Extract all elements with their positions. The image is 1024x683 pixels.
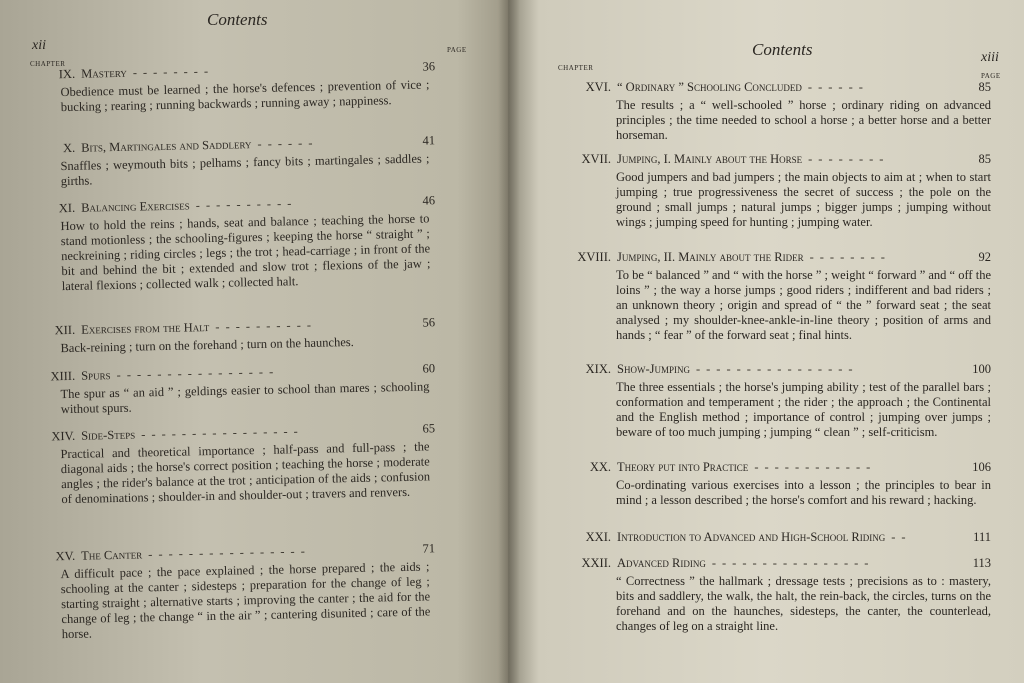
chapter-number: XVIII. xyxy=(577,250,611,264)
page-ref: 85 xyxy=(978,152,991,166)
toc-entry: XII. Exercises from the Halt ---------- 56 Back-reining ; turn on the forehand ; turn on the haunches. xyxy=(20,315,436,357)
toc-entry: XXI. Introduction to Advanced and High-School Riding -- 111 xyxy=(556,530,991,545)
chapter-title: Bits, Martingales and Saddlery xyxy=(80,137,252,155)
chapter-summary: The spur as “ an aid ” ; geldings easier to school than mares ; schooling without spurs. xyxy=(60,379,430,417)
chapter-number: XV. xyxy=(55,548,76,564)
toc-entry: XVI. “ Ordinary ” Schooling Concluded ------ 85 The results ; a “ well-schooled ” horse ; ordinary riding on advanced principles ; the time needed to school a horse ; a better horse and a better horseman. xyxy=(556,80,991,143)
toc-entry: XIX. Show-Jumping ---------------- 100 The three essentials ; the horse's jumping ability ; test of the parallel bars ; conformation and temperament ; the rider ; the approach ; the Continental and the English method ; importance of control ; jumping over jumps ; beware of too much jumping ; jumping “ clean ” ; self-criticism. xyxy=(556,362,991,440)
chapter-title: Advanced Riding xyxy=(617,556,706,570)
chapter-title: Mastery xyxy=(80,65,127,81)
page-ref: 113 xyxy=(972,556,991,570)
chapter-title: Jumping, I. Mainly about the Horse xyxy=(617,152,803,166)
chapter-summary: Snaffles ; weymouth bits ; pelhams ; fancy bits ; martingales ; saddles ; girths. xyxy=(60,151,430,189)
page-ref: 56 xyxy=(422,315,436,330)
chapter-title: Introduction to Advanced and High-School Riding xyxy=(617,530,886,544)
toc-entry: XXII. Advanced Riding ---------------- 113 “ Correctness ” the hallmark ; dressage tests ; precisions as to : mastery, bits and saddlery, the walk, the halt, the rein-back, the circles, turns on the forehand and on the haunches, sidesteps, the canter, the counterlead, changes of leg on a straight line. xyxy=(556,556,991,634)
chapter-summary: How to hold the reins ; hands, seat and balance ; teaching the horse to stand motionless ; the schooling-figures ; keeping the horse “ straight ” ; neckreining ; riding circles ; legs ; the trot ; head-carriage ; in front of the bit and behind the bit ; extended and slow trot ; flexions of the jaw ; lateral flexions ; collected walk ; collected halt. xyxy=(60,211,431,294)
chapter-summary: To be “ balanced ” and “ with the horse ” ; weight “ forward ” and “ off the loins ” ; the way a horse jumps ; good riders ; indifferent and bad riders ; an unknown theory ; origin and spread of “ the ” forward seat ; the seat analysed ; my shoulder-knee-ankle-in-line theory ; position of arms and hands ; “ fear ” of the forward seat ; final hints. xyxy=(616,268,991,342)
toc-entry: X. Bits, Martingales and Saddlery ------ 41 Snaffles ; weymouth bits ; pelhams ; fancy bits ; martingales ; saddles ; girths. xyxy=(20,133,436,190)
page-ref: 36 xyxy=(422,59,436,74)
chapter-number: XX. xyxy=(589,460,611,474)
chapter-title: Jumping, II. Mainly about the Rider xyxy=(617,250,804,264)
chapter-summary: Good jumpers and bad jumpers ; the main objects to aim at ; when to start jumping ; true progressiveness the secret of success ; the pole on the ground ; small jumps ; natural jumps ; bigger jumps ; jumping without wings ; jumping speed for hunting ; jumping water. xyxy=(616,170,991,229)
chapter-summary: Obedience must be learned ; the horse's defences ; prevention of vice ; bucking ; rearing ; running backwards ; running away ; nappiness. xyxy=(60,77,430,115)
right-page xyxy=(508,0,1024,683)
page-ref: 46 xyxy=(422,193,436,208)
chapter-label: CHAPTER xyxy=(558,64,594,72)
chapter-summary: “ Correctness ” the hallmark ; dressage tests ; precisions as to : mastery, bits and saddlery, the walk, the halt, the rein-back, the circles, turns on the forehand and on the haunches, sidesteps, the canter, the counterlead, changes of leg on a straight line. xyxy=(616,574,991,633)
chapter-title: Side-Steps xyxy=(80,427,136,443)
toc-entry: IX. Mastery -------- 36 Obedience must be learned ; the horse's defences ; prevention of vice ; bucking ; rearing ; running backwards ; running away ; nappiness. xyxy=(20,59,436,116)
page-ref: 92 xyxy=(978,250,991,264)
chapter-summary: Co-ordinating various exercises into a lesson ; the principles to bear in mind ; a lesson described ; the horse's comfort and his reward ; hacking. xyxy=(616,478,991,507)
page-ref: 85 xyxy=(978,80,991,94)
page-ref: 111 xyxy=(973,530,991,544)
chapter-number: XVI. xyxy=(585,80,611,94)
chapter-number: IX. xyxy=(58,66,76,82)
chapter-title: Theory put into Practice xyxy=(617,460,749,474)
toc-entry: XIV. Side-Steps ---------------- 65 Practical and theoretical importance ; half-pass and full-pass ; the diagonal aids ; the horse's correct position ; teaching the horse ; moderate angles ; the rider's balance at the trot ; anticipation of the aids ; confusion of denominations ; shoulder-in and shoulder-out ; travers and renvers. xyxy=(20,421,437,508)
chapter-title: Balancing Exercises xyxy=(80,198,190,215)
toc-entry: XVII. Jumping, I. Mainly about the Horse -------- 85 Good jumpers and bad jumpers ; the main objects to aim at ; when to start jumping ; true progressiveness the secret of success ; the pole on the ground ; small jumps ; natural jumps ; bigger jumps ; jumping without wings ; jumping speed for hunting ; jumping water. xyxy=(556,152,991,230)
chapter-title: Spurs xyxy=(80,368,111,383)
chapter-number: XIX. xyxy=(585,362,611,376)
chapter-number: XII. xyxy=(54,322,76,338)
chapter-number: XI. xyxy=(58,200,76,216)
page-ref: 106 xyxy=(972,460,991,474)
page-ref: 41 xyxy=(422,133,436,148)
running-head: Contents xyxy=(752,40,813,59)
left-page xyxy=(0,0,508,683)
page-ref: 100 xyxy=(972,362,991,376)
page-ref: 60 xyxy=(422,361,436,376)
page-ref: 71 xyxy=(422,541,436,556)
toc-entry: XX. Theory put into Practice ------------ 106 Co-ordinating various exercises into a lesson ; the principles to bear in mind ; a lesson described ; the horse's comfort and his reward ; hacking. xyxy=(556,460,991,508)
page-label: PAGE xyxy=(981,72,1001,80)
chapter-summary: A difficult pace ; the pace explained ; the horse prepared ; the aids ; schooling at the canter ; sidesteps ; preparation for the change of leg ; starting straight ; alternative starts ; improving the canter ; the aid for the change of leg ; the change “ in the air ” ; cantering disunited ; care of the horse. xyxy=(60,559,431,642)
page-number: xiii xyxy=(981,50,999,65)
chapter-summary: Practical and theoretical importance ; half-pass and full-pass ; the diagonal aids ; the horse's correct position ; teaching the horse ; moderate angles ; the rider's balance at the trot ; anticipation of the aids ; confusion of denominations ; shoulder-in and shoulder-out ; travers and renvers. xyxy=(60,439,431,507)
toc-entry: XIII. Spurs ---------------- 60 The spur as “ an aid ” ; geldings easier to school than mares ; schooling without spurs. xyxy=(20,361,436,418)
chapter-title: “ Ordinary ” Schooling Concluded xyxy=(617,80,802,94)
chapter-number: XIV. xyxy=(51,428,76,444)
page-label: PAGE xyxy=(447,46,467,54)
chapter-number: XXII. xyxy=(581,556,611,570)
chapter-title: Show-Jumping xyxy=(617,362,690,376)
toc-entry: XVIII. Jumping, II. Mainly about the Rider -------- 92 To be “ balanced ” and “ with the horse ” ; weight “ forward ” and “ off the loins ” ; the way a horse jumps ; good riders ; indifferent and bad riders ; an unknown theory ; origin and spread of “ the ” forward seat ; the seat analysed ; my shoulder-knee-ankle-in-line theory ; position of arms and hands ; “ fear ” of the forward seat ; final hints. xyxy=(556,250,991,343)
chapter-summary: Back-reining ; turn on the forehand ; turn on the haunches. xyxy=(60,335,354,356)
chapter-title: The Canter xyxy=(80,547,143,563)
page-ref: 65 xyxy=(422,421,436,436)
running-head: Contents xyxy=(207,10,268,29)
chapter-label: CHAPTER xyxy=(30,60,66,68)
book-gutter xyxy=(498,0,520,683)
chapter-number: XIII. xyxy=(50,368,76,384)
chapter-summary: The three essentials ; the horse's jumping ability ; test of the parallel bars ; conformation and temperament ; the rider ; the approach ; the Continental and the English method ; importance of control ; jumping over jumps ; beware of too much jumping ; jumping “ clean ” ; self-criticism. xyxy=(616,380,991,439)
page-number: xii xyxy=(32,38,46,53)
chapter-number: X. xyxy=(62,140,76,156)
chapter-summary: The results ; a “ well-schooled ” horse ; ordinary riding on advanced principles ; the time needed to school a horse ; a better horse and a better horseman. xyxy=(616,98,991,142)
chapter-title: Exercises from the Halt xyxy=(80,320,210,337)
toc-entry: XV. The Canter ---------------- 71 A difficult pace ; the pace explained ; the horse prepared ; the aids ; schooling at the canter ; sidesteps ; preparation for the change of leg ; starting straight ; alternative starts ; improving the canter ; the aid for the change of leg ; the change “ in the air ” ; cantering disunited ; care of the horse. xyxy=(20,541,437,643)
chapter-number: XVII. xyxy=(581,152,611,166)
toc-entry: XI. Balancing Exercises ---------- 46 How to hold the reins ; hands, seat and balance ; teaching the horse to stand motionless ; the schooling-figures ; keeping the horse “ straight ” ; neckreining ; riding circles ; legs ; the trot ; head-carriage ; in front of the bit and behind the bit ; extended and slow trot ; flexions of the jaw ; lateral flexions ; collected walk ; collected halt. xyxy=(20,193,437,295)
chapter-number: XXI. xyxy=(585,530,611,544)
